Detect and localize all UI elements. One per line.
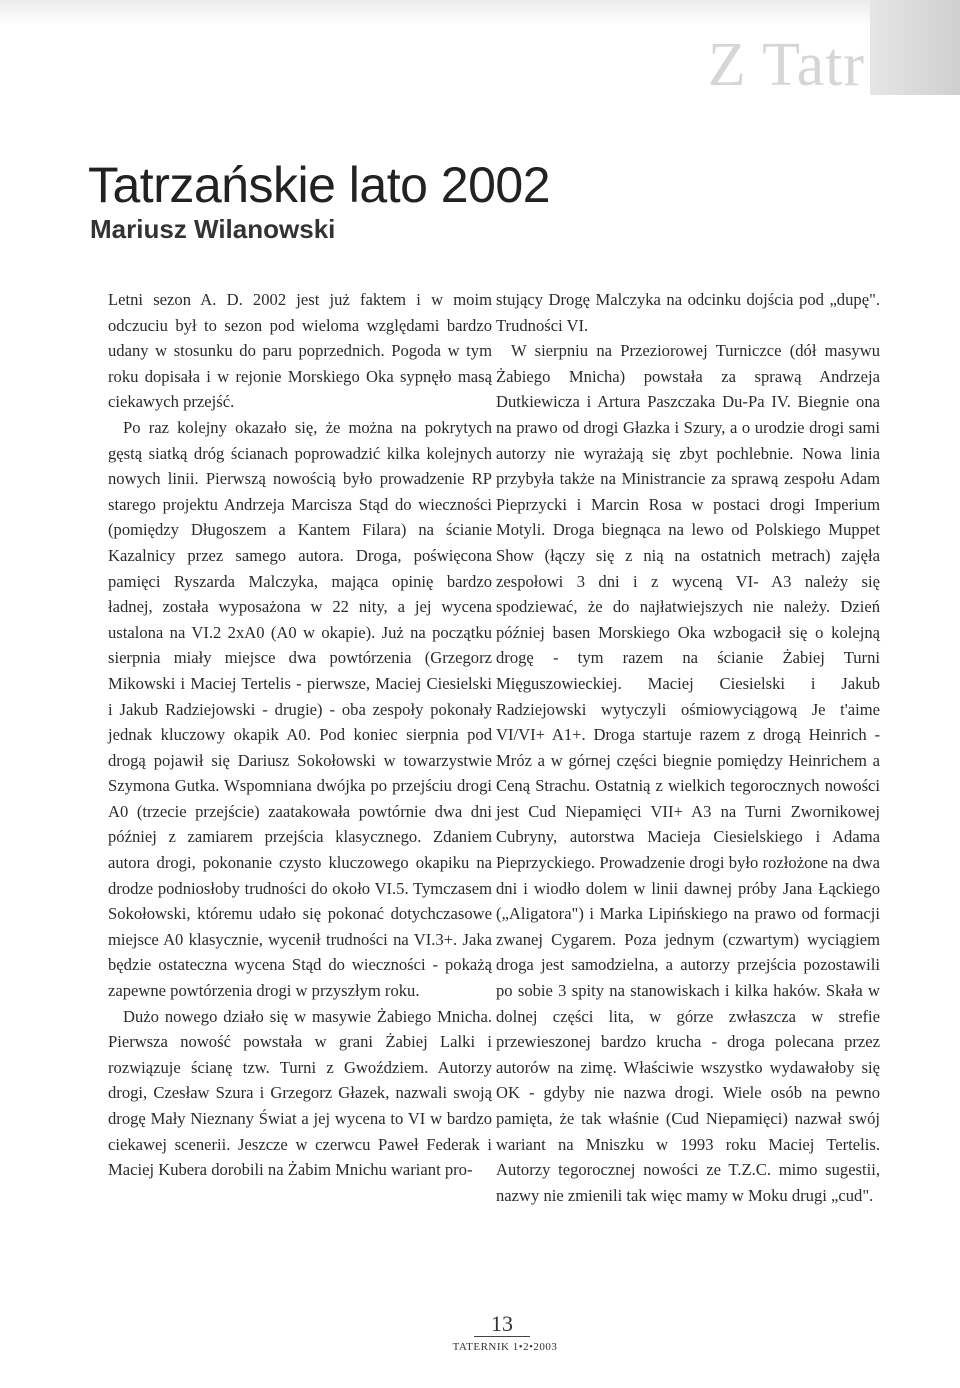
page-number: 13 (474, 1312, 530, 1337)
paragraph: stujący Drogę Malczyka na odcinku dojścia pod „dupę". Trudności VI. (496, 290, 880, 335)
article-title: Tatrzańskie lato 2002 (88, 157, 551, 213)
paragraph: Dużo nowego działo się w masywie Żabiego Mnicha. Pierwsza nowość powstała w grani Żabiej Lalki i rozwiązuje ścianę tzw. Turni z Gwoździem. Autorzy drogi, Czesław Szura i Grzegorz Głazek, nazwali swoją drogę Mały Nieznany Świat a jej wycena to VI w bardzo ciekawej scenerii. Jeszcze w czerwcu Paweł Federak i Maciej Kubera dorobili na Żabim Mnichu wariant pro- (108, 1006, 492, 1180)
paragraph: W sierpniu na Przeziorowej Turniczce (dół masywu Żabiego Mnicha) powstała za sprawą Andrzeja Dutkiewicza i Artura Paszczaka Du-Pa IV. Biegnie ona na prawo od drogi Głazka i Szury, a o urodzie drogi sami autorzy nie wyrażają się zbyt pochlebnie. Nowa linia przybyła także na Ministrancie za sprawą zespołu Adam Pieprzycki i Marcin Rosa w postaci drogi Imperium Motyli. Droga biegnąca na lewo od Polskiego Muppet Show (łączy się z nią na ostatnich metrach) zajęła zespołowi 3 dni i z wyceną VI- A3 należy się spodziewać, że do najłatwiejszych nie należy. Dzień później basen Morskiego Oka wzbogacił się o kolejną drogę - tym razem na ścianie Żabiej Turni Mięguszowieckiej. Maciej Ciesielski i Jakub Radziejowski wytyczyli ośmiowyciągową Je t'aime VI/VI+ A1+. Droga startuje razem z drogą Heinrich - Mróz a w górnej części biegnie pomiędzy Heinrichem a Ceną Strachu. Ostatnią z wielkich tegorocznych nowości jest Cud Niepamięci VII+ A3 na Turni Zwornikowej Cubryny, autorstwa Macieja Ciesielskiego i Adama Pieprzyckiego. Prowadzenie drogi było rozłożone na dwa dni i wiodło dolem w linii dawnej próby Jana Łąckiego („Aligatora") i Marka Lipińskiego na prawo od formacji zwanej Cygarem. Poza jednym (czwartym) wyciągiem droga jest samodzielna, a autorzy przejścia pozostawili po sobie 3 spity na stanowiskach i kilka haków. Skała w dolnej części lita, w górze zwłaszcza w strefie przewieszonej bardzo krucha - droga polecana przez autorów na zimę. Właściwie wszystko wydawałoby się OK - gdyby nie nazwa drogi. Wiele osób na pewno pamięta, że tak właśnie (Cud Niepamięci) nazwał swój wariant na Mniszku w 1993 roku Maciej Tertelis. Autorzy tegorocznej nowości ze T.Z.C. mimo sugestii, nazwy nie zmienili tak więc mamy w Moku drugi „cud". (496, 341, 880, 1205)
body-column-right (496, 287, 880, 1208)
journal-footer: TATERNIK 1•2•2003 (452, 1341, 558, 1353)
paragraph: Letni sezon A. D. 2002 jest już faktem i w moim odczuciu był to sezon pod wieloma względami bardzo udany w stosunku do paru poprzednich. Pogoda w tym roku dopisała i w rejonie Morskiego Oka sypnęło masą ciekawych przejść. (108, 290, 492, 412)
article-author: Mariusz Wilanowski (90, 214, 336, 244)
section-label: Z Tatr (707, 31, 865, 99)
paragraph: Po raz kolejny okazało się, że można na pokrytych gęstą siatką dróg ścianach poprowadzić kilka kolejnych nowych linii. Pierwszą nowością było prowadzenie RP starego projektu Andrzeja Marcisza Stąd do wieczności (pomiędzy Długoszem a Kantem Filara) na ścianie Kazalnicy przez samego autora. Droga, poświęcona pamięci Ryszarda Malczyka, mająca opinię bardzo ładnej, została wyposażona w 22 nity, a jej wycena ustalona na VI.2 2xA0 (A0 w okapie). Już na początku sierpnia miały miejsce dwa powtórzenia (Grzegorz Mikowski i Maciej Tertelis - pierwsze, Maciej Ciesielski i Jakub Radziejowski - drugie) - oba zespoły pokonały jednak kluczowy okapik A0. Pod koniec sierpnia pod drogą pojawił się Dariusz Sokołowski w towarzystwie Szymona Gutka. Wspomniana dwójka po przejściu drogi A0 (trzecie przejście) zaatakowała powtórnie dwa dni później z zamiarem przejścia klasycznego. Zdaniem autora drogi, pokonanie czysto kluczowego okapiku na drodze podniosłoby trudności do około VI.5. Tymczasem Sokołowski, któremu udało się pokonać dotychczasowe miejsce A0 klasycznie, wycenił trudności na VI.3+. Jaka będzie ostateczna wycena Stąd do wieczności - pokażą zapewne powtórzenia drogi w przyszłym roku. (108, 417, 492, 1001)
header-band (0, 0, 960, 26)
header-corner-block (870, 0, 960, 95)
body-column-left (108, 287, 492, 1183)
